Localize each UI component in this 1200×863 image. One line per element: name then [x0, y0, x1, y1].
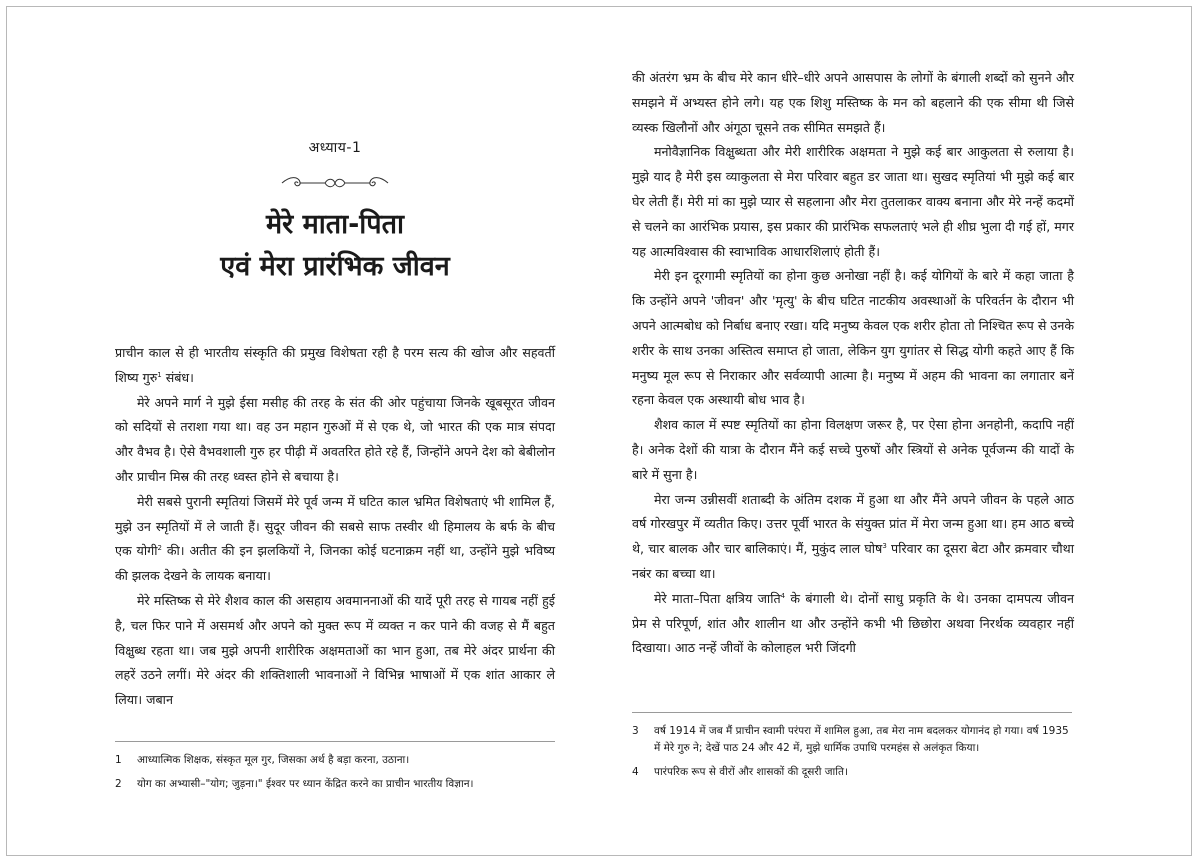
- paragraph: मेरे मस्तिष्क से मेरे शैशव काल की असहाय अवमाननाओं की यादें पूरी तरह से गायब नहीं हुई है, चल फिर पाने में असमर्थ और अपने को मुक्त रूप में व्यक्त न कर पाने की वजह से मैं बहुत विक्षुब्ध रहता था। जब मुझे अपनी शारीरिक अक्षमताओं का भान हुआ, तब मेरे अंदर प्रार्थना की लहरें उठने लगीं। मेरे अंदर की शक्तिशाली भावनाओं ने विभिन्न भाषाओं में एक शांत आकार ले लिया। जबान: [115, 592, 555, 708]
- paragraph: मनोवैज्ञानिक विक्षुब्धता और मेरी शारीरिक अक्षमता ने मुझे कई बार आकुलता से रुलाया है। मुझे याद है मेरी इस व्याकुलता से मेरा परिवार बहुत डर जाता था। सुखद स्मृतियां भी मुझे कई बार घेर लेती हैं। मेरी मां का मुझे प्यार से सहलाना और मेरा तुतलाकर वाक्य बनाना और मेरे नन्हें कदमों से चलने का आरंभिक प्रयास, इस प्रकार की प्रारंभिक सफलताएं भले ही शीघ्र भुला दी गई हों, मगर यह आत्मविश्वास की स्वाभाविक आधारशिलाएं होती हैं।: [632, 144, 1074, 259]
- paragraph: मेरे अपने मार्ग ने मुझे ईसा मसीह की तरह के संत की ओर पहुंचाया जिनके खूबसूरत जीवन को सदियों से तराशा गया था। वह उन महान गुरुओं में से एक थे, जो भारत की एक मात्र संपदा और वैभव है। ऐसे वैभवशाली गुरु हर पीढ़ी में अवतरित होते रहे हैं, जिन्होंने अपने देश को बेबीलोन और प्राचीन मिस्र की तरह ध्वस्त होने से बचाया है।: [115, 394, 555, 484]
- footnote-text: आध्यात्मिक शिक्षक, संस्कृत मूल गुर, जिसका अर्थ है बड़ा करना, उठाना।: [137, 754, 410, 766]
- scroll-ornament-icon: [280, 174, 390, 192]
- footnote: [632, 764, 1074, 781]
- paragraph: प्राचीन काल से ही भारतीय संस्कृति की प्रमुख विशेषता रही है परम सत्य की खोज और सहवर्ती शिष्य गुरु$^1$ संबंध।: [115, 345, 555, 385]
- left-footnotes: [115, 752, 555, 800]
- footnote-number: 1: [115, 754, 122, 766]
- paragraph: शैशव काल में स्पष्ट स्मृतियों का होना विलक्षण जरूर है, पर ऐसा होना अनहोनी, कदापि नहीं है। अनेक देशों की यात्रा के दौरान मैंने कई सच्चे पुरुषों और स्त्रियों से अनेक पूर्वजन्म की यादों के बारे में सुना है।: [632, 417, 1074, 482]
- footnote-ref: 2: [157, 544, 162, 553]
- right-footnotes: [632, 723, 1074, 788]
- footnote: [115, 752, 555, 769]
- footnote-text: वर्ष 1914 में जब मैं प्राचीन स्वामी परंपरा में शामिल हुआ, तब मेरा नाम बदलकर योगानंद हो गया। वर्ष 1935 में मेरे गुरु ने; देखें पाठ 24 और 42 में, मुझे धार्मिक उपाधि परमहंस से अलंकृत किया।: [654, 725, 1069, 754]
- chapter-title-line-2: एवं मेरा प्रारंभिक जीवन: [220, 251, 450, 282]
- footnote-number: 2: [115, 778, 122, 790]
- chapter-title-line-1: मेरे माता-पिता: [265, 209, 405, 240]
- paragraph: मेरी सबसे पुरानी स्मृतियां जिसमें मेरे पूर्व जन्म में घटित काल भ्रमित विशेषताएं भी शामिल हैं, मुझे उन स्मृतियों में ले जाती हैं। सुदूर जीवन की सबसे साफ तस्वीर थी हिमालय के बर्फ के बीच एक योगी$^2$ की। अतीत की इन झलकियों ने, जिनका कोई घटनाक्रम नहीं था, उन्होंने मुझे भविष्य की झलक देखने के लायक बनाया।: [115, 493, 555, 584]
- footnote-ref: 3: [882, 541, 887, 550]
- footnote-ref: 1: [157, 370, 162, 379]
- footnote-ref: 4: [780, 591, 786, 600]
- footnote: [115, 776, 555, 793]
- footnote: [632, 723, 1074, 757]
- footnote-text: पारंपरिक रूप से वीरों और शासकों की दूसरी जाति।: [654, 766, 848, 778]
- footnote-text: योग का अभ्यासी–"योग; जुड़ना।" ईश्वर पर ध्यान केंद्रित करने का प्राचीन भारतीय विज्ञान।: [137, 778, 474, 790]
- chapter-title: [115, 204, 555, 288]
- footnote-number: 4: [632, 766, 639, 778]
- footnote-number: 3: [632, 725, 639, 737]
- paragraph: की अंतरंग भ्रम के बीच मेरे कान धीरे–धीरे अपने आसपास के लोगों के बंगाली शब्दों को सुनने और समझने में अभ्यस्त होने लगे। यह एक शिशु मस्तिष्क के मन को बहलाने की एक सीमा थी जिसे व्यस्क खिलौनों और अंगूठा चूसने तक सीमित समझते हैं।: [632, 70, 1074, 135]
- paragraph: मेरा जन्म उन्नीसवीं शताब्दी के अंतिम दशक में हुआ था और मैंने अपने जीवन के पहले आठ वर्ष गोरखपुर में व्यतीत किए। उत्तर पूर्वी भारत के संयुक्त प्रांत में मेरा जन्म हुआ था। हम आठ बच्चे थे, चार बालक और चार बालिकाएं। मैं, मुकुंद लाल घोष$^3$ परिवार का दूसरा बेटा और क्रमवार चौथा नबंर का बच्चा था।: [632, 491, 1074, 581]
- chapter-label: अध्याय-1: [308, 140, 362, 156]
- footnote-divider: [115, 741, 555, 742]
- paragraph: मेरे माता–पिता क्षत्रिय जाति$^4$ के बंगाली थे। दोनों साधु प्रकृति के थे। उनका दामपत्य जीवन प्रेम से परिपूर्ण, शांत और शालीन था और उन्होंने कभी भी छिछोरा अथवा निरर्थक व्यवहार नहीं दिखाया। आठ नन्हें जीवों के कोलाहल भरी जिंदगी: [632, 590, 1075, 656]
- left-body-text: [115, 341, 555, 713]
- footnote-divider: [632, 712, 1072, 713]
- paragraph: मेरी इन दूरगामी स्मृतियों का होना कुछ अनोखा नहीं है। कई योगियों के बारे में कहा जाता है कि उन्होंने अपने 'जीवन' और 'मृत्यु' के बीच घटित नाटकीय अवस्थाओं के परिवर्तन के दौरान भी अपने आत्मबोध को निर्बाध बनाए रखा। यदि मनुष्य केवल एक शरीर होता तो निश्चित रूप से उनके शरीर के साथ उनका अस्तित्व समाप्त हो जाता, लेकिन युग युगांतर से सिद्ध योगी कहते आए हैं कि मनुष्य मूल रूप से निराकार और सर्वव्यापी आत्मा है। मनुष्य में अहम की भावना का लगातार बनें रहना केवल एक अस्थायी बोध भाव है।: [632, 268, 1074, 408]
- right-body-text: [632, 66, 1074, 661]
